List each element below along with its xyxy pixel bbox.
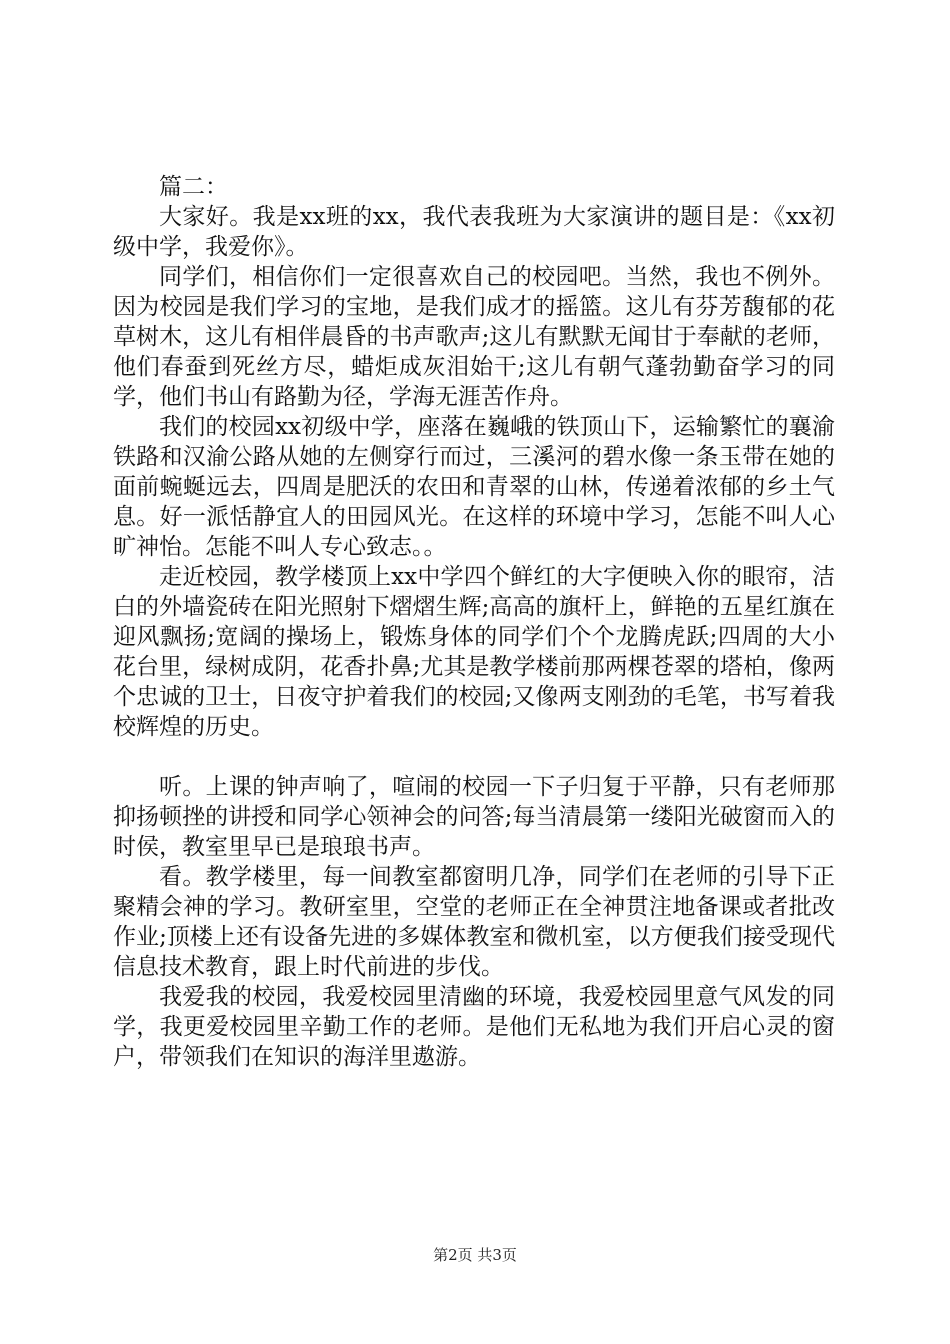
- document-body: [113, 172, 835, 1072]
- paragraph-love-campus: 我爱我的校园，我爱校园里清幽的环境，我爱校园里意气风发的同学，我更爱校园里辛勤工作的老师。是他们无私地为我们开启心灵的窗户，带领我们在知识的海洋里遨游。: [113, 984, 835, 1070]
- page-footer: 第2页 共3页: [433, 1246, 517, 1264]
- section-title: 篇二：: [159, 174, 228, 200]
- paragraph-listen: 听。上课的钟声响了，喧闹的校园一下子归复于平静，只有老师那抑扬顿挫的讲授和同学心领神会的问答;每当清晨第一缕阳光破窗而入的时侯，教室里早已是琅琅书声。: [113, 774, 835, 860]
- paragraph-campus-intro: 同学们，相信你们一定很喜欢自己的校园吧。当然，我也不例外。因为校园是我们学习的宝地，是我们成才的摇篮。这儿有芬芳馥郁的花草树木，这儿有相伴晨昏的书声歌声;这儿有默默无闻甘于奉献的老师，他们春蚕到死丝方尽，蜡炬成灰泪始干;这儿有朝气蓬勃勤奋学习的同学，他们书山有路勤为径，学海无涯苦作舟。: [113, 264, 835, 410]
- paragraph-look: 看。教学楼里，每一间教室都窗明几净，同学们在老师的引导下正聚精会神的学习。教研室里，空堂的老师正在全神贯注地备课或者批改作业;顶楼上还有设备先进的多媒体教室和微机室，以方便我们接受现代信息技术教育，跟上时代前进的步伐。: [113, 864, 835, 980]
- paragraph-location: 我们的校园xx初级中学，座落在巍峨的铁顶山下，运输繁忙的襄渝铁路和汉渝公路从她的左侧穿行而过，三溪河的碧水像一条玉带在她的面前蜿蜒远去，四周是肥沃的农田和青翠的山林，传递着浓郁的乡土气息。好一派恬静宜人的田园风光。在这样的环境中学习，怎能不叫人心旷神怡。怎能不叫人专心致志。。: [113, 414, 835, 560]
- paragraph-entering-campus: 走近校园，教学楼顶上xx中学四个鲜红的大字便映入你的眼帘，洁白的外墙瓷砖在阳光照射下熠熠生辉;高高的旗杆上，鲜艳的五星红旗在迎风飘扬;宽阔的操场上，锻炼身体的同学们个个龙腾虎跃;四周的大小花台里，绿树成阴，花香扑鼻;尤其是教学楼前那两棵苍翠的塔柏，像两个忠诚的卫士，日夜守护着我们的校园;又像两支刚劲的毛笔，书写着我校辉煌的历史。: [113, 564, 835, 740]
- paragraph-greeting: 大家好。我是xx班的xx，我代表我班为大家演讲的题目是：《xx初级中学，我爱你》。: [113, 204, 835, 260]
